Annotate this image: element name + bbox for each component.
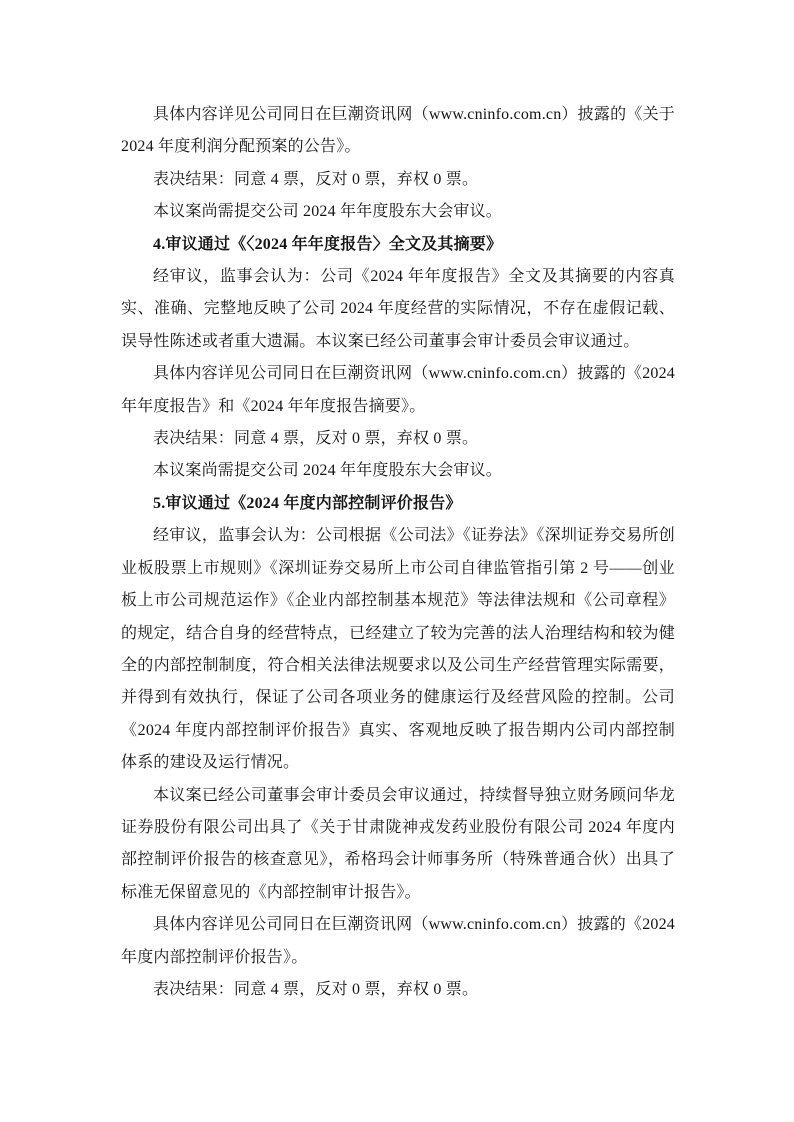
paragraph: 表决结果：同意 4 票，反对 0 票，弃权 0 票。 — [153, 430, 479, 448]
section-heading: 4.审议通过《〈2024 年年度报告〉全文及其摘要》 — [153, 235, 503, 253]
paragraph: 具体内容详见公司同日在巨潮资讯网（www.cninfo.com.cn）披露的《关于 2024 年度利润分配预案的公告》。 — [121, 106, 675, 156]
paragraph: 经审议，监事会认为：公司《2024 年年度报告》全文及其摘要的内容真实、准确、完整地反映了公司 2024 年度经营的实际情况，不存在虚假记载、误导性陈述或者重大遗漏。本议案已经公司董事会审计委员会审议通过。 — [121, 268, 675, 350]
paragraph: 具体内容详见公司同日在巨潮资讯网（www.cninfo.com.cn）披露的《2024 年年度报告》和《2024 年年度报告摘要》。 — [121, 365, 675, 415]
paragraph: 表决结果：同意 4 票，反对 0 票，弃权 0 票。 — [153, 170, 479, 188]
paragraph: 本议案已经公司董事会审计委员会审议通过，持续督导独立财务顾问华龙证券股份有限公司出具了《关于甘肃陇神戎发药业股份有限公司 2024 年度内部控制评价报告的核查意见》，希格玛会计师事务所（特殊普通合伙）出具了标准无保留意见的《内部控制审计报告》。 — [121, 786, 675, 901]
section-heading: 5.审议通过《2024 年度内部控制评价报告》 — [153, 494, 462, 512]
paragraph: 具体内容详见公司同日在巨潮资讯网（www.cninfo.com.cn）披露的《2024 年度内部控制评价报告》。 — [121, 916, 675, 966]
paragraph: 本议案尚需提交公司 2024 年年度股东大会审议。 — [153, 203, 503, 221]
paragraph: 表决结果：同意 4 票，反对 0 票，弃权 0 票。 — [153, 980, 479, 998]
document-body — [121, 99, 675, 1006]
paragraph: 经审议，监事会认为：公司根据《公司法》《证券法》《深圳证券交易所创业板股票上市规则》《深圳证券交易所上市公司自律监管指引第 2 号——创业板上市公司规范运作》《企业内部控制基本规范》等法律法规和《公司章程》的规定，结合自身的经营特点，已经建立了较为完善的法人治理结构和较为健全的内部控制制度，符合相关法律法规要求以及公司生产经营管理实际需要，并得到有效执行，保证了公司各项业务的健康运行及经营风险的控制。公司《2024 年度内部控制评价报告》真实、客观地反映了报告期内公司内部控制体系的建设及运行情况。 — [121, 527, 675, 772]
paragraph: 本议案尚需提交公司 2024 年年度股东大会审议。 — [153, 462, 503, 480]
